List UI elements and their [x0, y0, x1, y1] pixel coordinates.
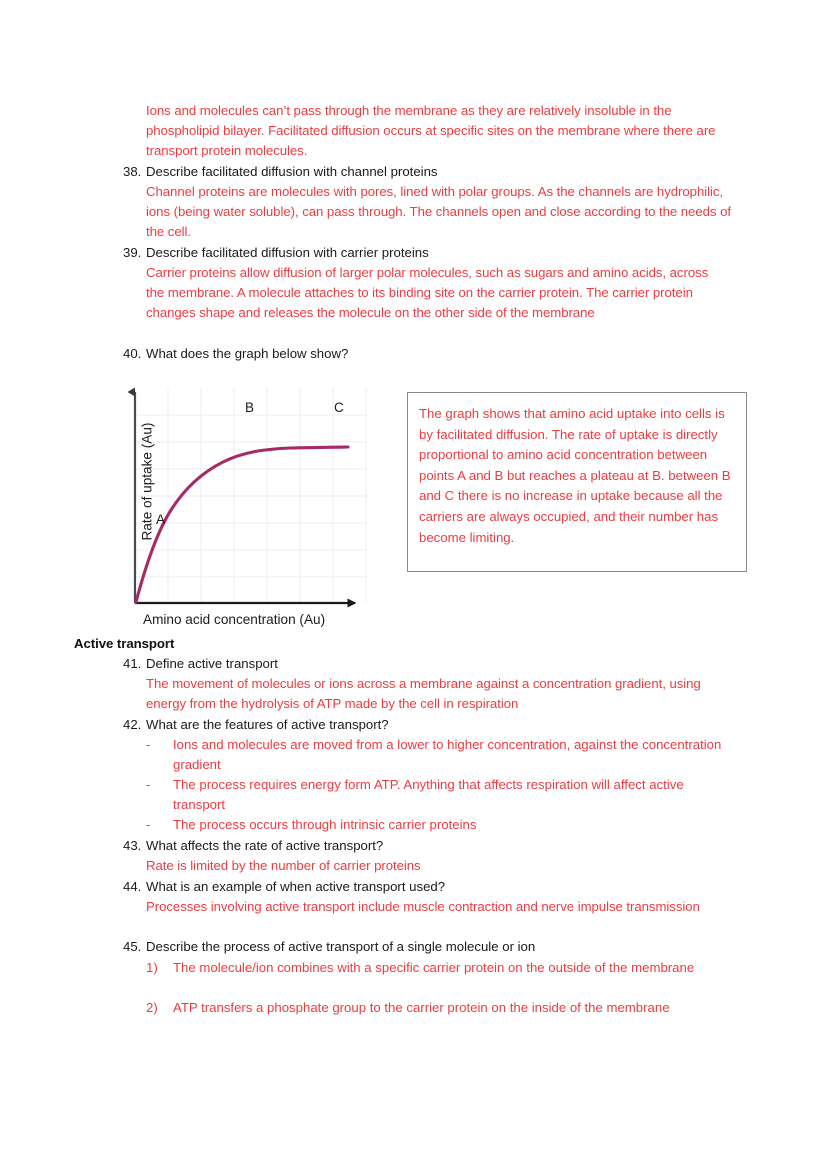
answer-text-39: Carrier proteins allow diffusion of larger polar molecules, such as sugars and amino acids, across the membrane. A molecule attaches to its binding site on the carrier protein. The carrier protein changes shape and releases the molecule on the other side of the membrane [146, 265, 709, 321]
question-text-39: Describe facilitated diffusion with carrier proteins [146, 245, 429, 260]
sub-item-text: The molecule/ion combines with a specific carrier protein on the outside of the membrane [173, 960, 695, 975]
question-number-42: 42. [123, 717, 142, 732]
question-row-40 [123, 344, 733, 364]
bullet-marker: - [146, 737, 151, 752]
question-text-38: Describe facilitated diffusion with channel proteins [146, 164, 438, 179]
answer-text-40: The graph shows that amino acid uptake into cells is by facilitated diffusion. The rate of uptake is directly proportional to amino acid concentration between points A and B but reaches a plateau at B. between B and C there is no increase in uptake because all the carriers are always occupied, and their number has become limiting. [419, 406, 731, 545]
question-text-44: What is an example of when active transport used? [146, 879, 446, 894]
question-number-38: 38. [123, 164, 142, 179]
question-row-39 [123, 243, 733, 263]
question-number-43: 43. [123, 838, 142, 853]
bullet-item [146, 815, 700, 835]
y-axis-label: Rate of uptake (Au) [139, 422, 155, 541]
question-row-45 [123, 937, 733, 957]
question-row-42 [123, 715, 733, 735]
intro-paragraph: Ions and molecules can’t pass through the membrane as they are relatively insoluble in the phospholipid bilayer. Facilitated diffusion occurs at specific sites on the membrane where there are transport protein molecules. [146, 103, 716, 159]
sub-item-text: ATP transfers a phosphate group to the carrier protein on the inside of the membrane [173, 1000, 670, 1015]
question-text-42: What are the features of active transport? [146, 717, 389, 732]
point-label-a: A [156, 512, 166, 527]
question-row-41 [123, 654, 733, 674]
bullet-text: The process occurs through intrinsic carrier proteins [173, 817, 477, 832]
question-number-40: 40. [123, 346, 142, 361]
question-text-40: What does the graph below show? [146, 346, 349, 361]
numbered-sub-item [146, 998, 708, 1018]
x-axis-label: Amino acid concentration (Au) [143, 612, 326, 627]
question-number-45: 45. [123, 939, 142, 954]
answer-text-43: Rate is limited by the number of carrier proteins [146, 858, 421, 873]
point-label-b: B [245, 400, 255, 415]
sub-item-marker: 2) [146, 1000, 158, 1015]
bullet-item [146, 775, 700, 815]
answer-text-44: Processes involving active transport include muscle contraction and nerve impulse transmission [146, 899, 700, 914]
question-row-43 [123, 836, 733, 856]
question-text-45: Describe the process of active transport of a single molecule or ion [146, 939, 536, 954]
answer-text-38: Channel proteins are molecules with pores, lined with polar groups. As the channels are hydrophilic, ions (being water soluble), can pass through. The channels open and close according to the needs of the cell. [146, 184, 731, 240]
answer-text-41: The movement of molecules or ions across a membrane against a concentration gradient, using energy from the hydrolysis of ATP made by the cell in respiration [146, 676, 701, 712]
question-text-41: Define active transport [146, 656, 278, 671]
bullet-item [146, 735, 726, 775]
question-text-43: What affects the rate of active transport? [146, 838, 384, 853]
section-heading-active-transport: Active transport [74, 636, 175, 651]
question-row-38 [123, 162, 733, 182]
point-label-c: C [334, 400, 344, 415]
bullet-text: Ions and molecules are moved from a lower to higher concentration, against the concentration gradient [173, 737, 722, 773]
question-number-39: 39. [123, 245, 142, 260]
question-row-44 [123, 877, 733, 897]
bullet-marker: - [146, 777, 151, 792]
bullet-text: The process requires energy form ATP. Anything that affects respiration will affect active transport [173, 777, 684, 813]
question-number-44: 44. [123, 879, 142, 894]
question-number-41: 41. [123, 656, 142, 671]
bullet-marker: - [146, 817, 151, 832]
answer-callout-box [407, 392, 747, 572]
sub-item-marker: 1) [146, 960, 158, 975]
uptake-saturation-graph [105, 382, 373, 632]
numbered-sub-item [146, 958, 724, 978]
